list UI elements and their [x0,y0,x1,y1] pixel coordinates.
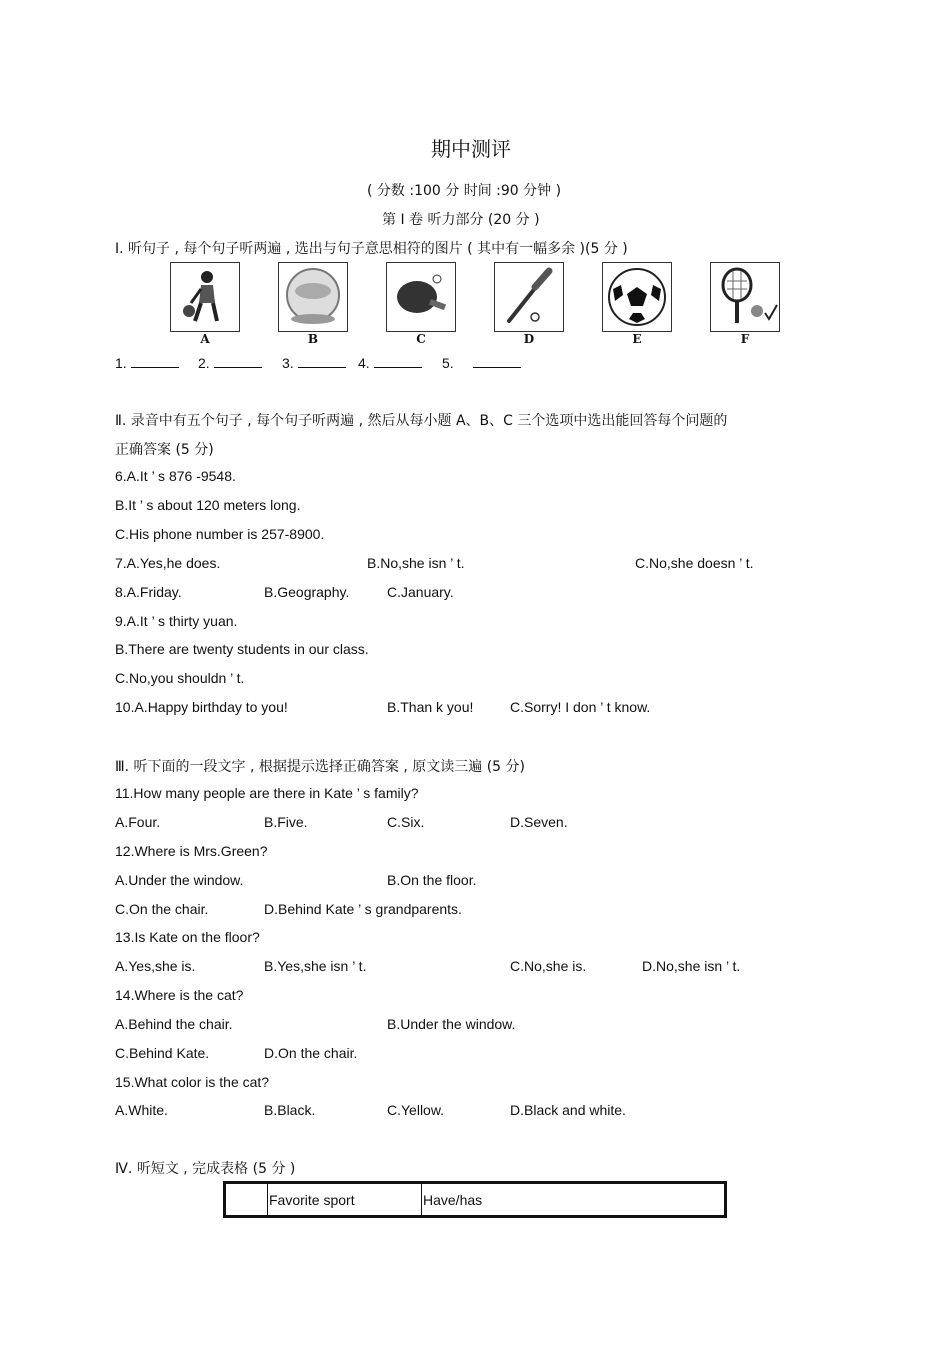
picture-e-label: E [632,332,642,346]
picture-b-label: B [307,332,319,346]
picture-a-label: A [200,332,210,346]
q12-option-a: A.Under the window. [115,872,244,888]
q10-option-a: 10.A.Happy birthday to you! [115,699,288,715]
q11-option-b: B.Five. [264,814,308,830]
q11-option-c: C.Six. [387,814,425,830]
q10-option-c: C.Sorry! I don ’ t know. [510,699,651,715]
section2-heading-cont: 正确答案 (5 分) [115,442,214,458]
ping-pong-paddle-icon [387,263,455,331]
q15-option-c: C.Yellow. [387,1102,445,1118]
blank-number: 1. [115,355,127,371]
table-header-favorite-sport: Favorite sport [268,1183,422,1217]
answer-blank-5[interactable] [442,355,521,371]
answer-table [223,1181,727,1218]
q14-option-b: B.Under the window. [387,1016,516,1032]
q12-option-b: B.On the floor. [387,872,477,888]
answer-blank-4[interactable] [358,355,422,371]
q9-option-c: C.No,you shouldn ’ t. [115,670,245,686]
q15-option-d: D.Black and white. [510,1102,626,1118]
picture-c-label: C [416,332,426,346]
q8-option-b: B.Geography. [264,584,350,600]
section4-heading: Ⅳ. 听短文 , 完成表格 (5 分 ) [115,1161,296,1177]
picture-d-label: D [523,332,535,346]
blank-number: 2. [198,355,210,371]
q6-option-c: C.His phone number is 257-8900. [115,526,325,542]
q7-option-a: 7.A.Yes,he does. [115,555,221,571]
q12-option-c: C.On the chair. [115,901,209,917]
soccer-ball-icon [603,263,671,331]
blank-number: 5. [442,355,454,371]
q14-option-c: C.Behind Kate. [115,1045,210,1061]
q13-option-c: C.No,she is. [510,958,587,974]
q13-question: 13.Is Kate on the floor? [115,929,260,945]
blank-line[interactable] [214,355,262,368]
q6-option-a: 6.A.It ’ s 876 -9548. [115,468,236,484]
volume-heading: 第 I 卷 听力部分 (20 分 ) [382,212,540,228]
picture-b [278,262,348,332]
blank-number: 4. [358,355,370,371]
q11-option-d: D.Seven. [510,814,568,830]
q10-option-b: B.Than k you! [387,699,474,715]
q14-option-a: A.Behind the chair. [115,1016,233,1032]
q12-question: 12.Where is Mrs.Green? [115,843,268,859]
crystal-ball-icon [279,263,347,331]
baseball-bat-icon [495,263,563,331]
q13-option-d: D.No,she isn ’ t. [642,958,741,974]
tennis-racket-icon [711,263,779,331]
page-title: 期中测评 [431,137,511,161]
q14-option-d: D.On the chair. [264,1045,358,1061]
blank-line[interactable] [131,355,179,368]
q7-option-b: B.No,she isn ’ t. [367,555,465,571]
q11-option-a: A.Four. [115,814,161,830]
q11-question: 11.How many people are there in Kate ’ s family? [115,785,419,801]
q7-option-c: C.No,she doesn ’ t. [635,555,754,571]
blank-line[interactable] [374,355,422,368]
table-header-cell-empty [225,1183,268,1217]
section1-heading: Ⅰ. 听句子 , 每个句子听两遍 , 选出与句子意思相符的图片 ( 其中有一幅多余 )(5 分 ) [115,241,628,257]
basketball-player-icon [171,263,239,331]
q14-question: 14.Where is the cat? [115,987,244,1003]
picture-f-label: F [740,332,750,346]
picture-c [386,262,456,332]
picture-a [170,262,240,332]
q6-option-b: B.It ’ s about 120 meters long. [115,497,301,513]
q9-option-a: 9.A.It ’ s thirty yuan. [115,613,238,629]
q15-question: 15.What color is the cat? [115,1074,270,1090]
blank-number: 3. [282,355,294,371]
answer-blank-2[interactable] [198,355,262,371]
answer-blank-1[interactable] [115,355,179,371]
picture-e [602,262,672,332]
q9-option-b: B.There are twenty students in our class. [115,641,369,657]
blank-line[interactable] [298,355,346,368]
blank-line[interactable] [473,355,521,368]
q15-option-b: B.Black. [264,1102,316,1118]
score-time-info: ( 分数 :100 分 时间 :90 分钟 ) [367,183,562,199]
section3-heading: Ⅲ. 听下面的一段文字 , 根据提示选择正确答案 , 原文读三遍 (5 分) [115,759,525,775]
table-header-row [225,1183,726,1217]
picture-f [710,262,780,332]
picture-d [494,262,564,332]
section2-heading: Ⅱ. 录音中有五个句子 , 每个句子听两遍 , 然后从每小题 A、B、C 三个选项中选出能回答每个问题的 [115,413,728,429]
q8-option-a: 8.A.Friday. [115,584,182,600]
answer-blank-3[interactable] [282,355,346,371]
q12-option-d: D.Behind Kate ’ s grandparents. [264,901,462,917]
q13-option-a: A.Yes,she is. [115,958,196,974]
q8-option-c: C.January. [387,584,454,600]
table-header-have-has: Have/has [422,1183,726,1217]
q13-option-b: B.Yes,she isn ’ t. [264,958,367,974]
q15-option-a: A.White. [115,1102,168,1118]
